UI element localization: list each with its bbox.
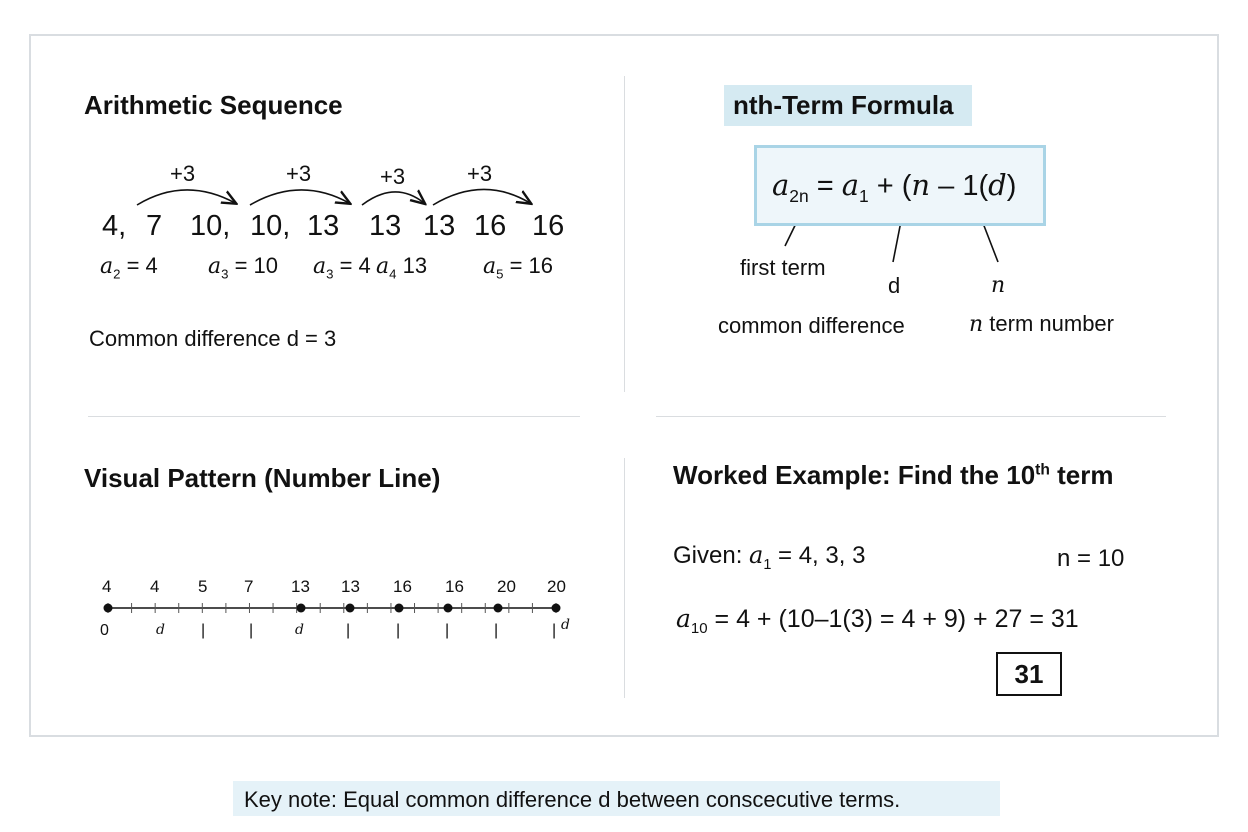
step-label-4: +3 [467,161,493,186]
sequence-term-4: 10, [250,210,291,242]
key-note [244,787,900,813]
term-label-4: $a_4$ 13 [376,253,428,282]
sequence-title: Arithmetic Sequence [84,90,343,120]
number-line-top-label: 13 [341,577,360,596]
sequence-term-3: 10, [190,210,231,242]
number-line-top-label: 4 [102,577,112,596]
sequence-term-1: 4, [102,210,127,242]
term-number-label: n term number [969,311,1114,337]
number-line-top-label: 20 [497,577,516,596]
number-line-bottom-label: | [249,622,254,639]
common-difference-label: common difference [718,313,905,338]
term-label-5: $a_5 = 16$ [483,253,554,282]
term-label-3: $a_3 = 4$ [313,253,371,282]
sequence-term-9: 16 [532,210,565,242]
number-line-bottom-label: | [201,622,206,639]
number-line-title: Visual Pattern (Number Line) [84,463,441,493]
number-line-point [104,604,113,613]
number-line-point [346,604,355,613]
formula-expression: $a_{2n} = a_1 + (n - 1(d)$ [772,168,1017,206]
number-line-point [552,604,561,613]
number-line-bottom-label: 0 [100,622,109,639]
number-line-bottom-label: d [156,622,165,638]
number-line-bottom-label: | [552,622,557,639]
formula-title: nth-Term Formula [733,90,954,120]
step-arrow-2 [250,190,349,205]
key-note-text: Equal common difference d between conscecutive terms. [336,787,901,812]
n-label: n [991,273,1006,298]
sequence-term-7: 13 [423,210,456,242]
first-term-label: first term [740,255,826,280]
sequence-term-2: 7 [146,210,163,242]
step-arrow-1 [137,190,235,205]
number-line-top-label: 5 [198,577,208,596]
sequence-term-8: 16 [474,210,507,242]
example-title: Worked Example: Find the 10th term [673,460,1114,490]
number-line-end-label: d [561,617,570,633]
n-value-text: n = 10 [1057,545,1125,572]
sequence-term-6: 13 [369,210,402,242]
number-line-top-label: 16 [393,577,412,596]
key-note-label: Key note: [244,787,337,812]
step-label-3: +3 [380,164,406,189]
step-arrow-4 [433,189,530,205]
number-line [104,603,561,613]
number-line-point [297,604,306,613]
answer-box: 31 [996,652,1062,696]
number-line-bottom-label: | [445,622,450,639]
given-text: Given: $a_1 = 4$, 3, 3 [673,541,866,573]
number-line-top-label: 4 [150,577,160,596]
number-line-top-label: 16 [445,577,464,596]
number-line-bottom-label: | [396,622,401,639]
number-line-bottom-label: | [494,622,499,639]
sequence-term-5: 13 [307,210,340,242]
term-label-1: $a_2 = 4$ [100,253,158,282]
number-line-bottom-label: | [346,622,351,639]
number-line-bottom-label: d [295,622,304,638]
number-line-top-label: 20 [547,577,566,596]
number-line-point [395,604,404,613]
number-line-top-label: 7 [244,577,254,596]
step-arrow-3 [362,192,424,205]
number-line-point [494,604,503,613]
number-line-top-label: 13 [291,577,310,596]
step-label-1: +3 [170,161,196,186]
step-label-2: +3 [286,161,312,186]
common-difference-text: Common difference d = 3 [89,326,337,351]
number-line-point [444,604,453,613]
term-label-2: $a_3 = 10$ [208,253,279,282]
calculation-text: $a_{10} = 4 + (10-1(3) = 4 + 9) + 27 = 31$ [676,604,1079,637]
d-label: d [888,273,901,298]
